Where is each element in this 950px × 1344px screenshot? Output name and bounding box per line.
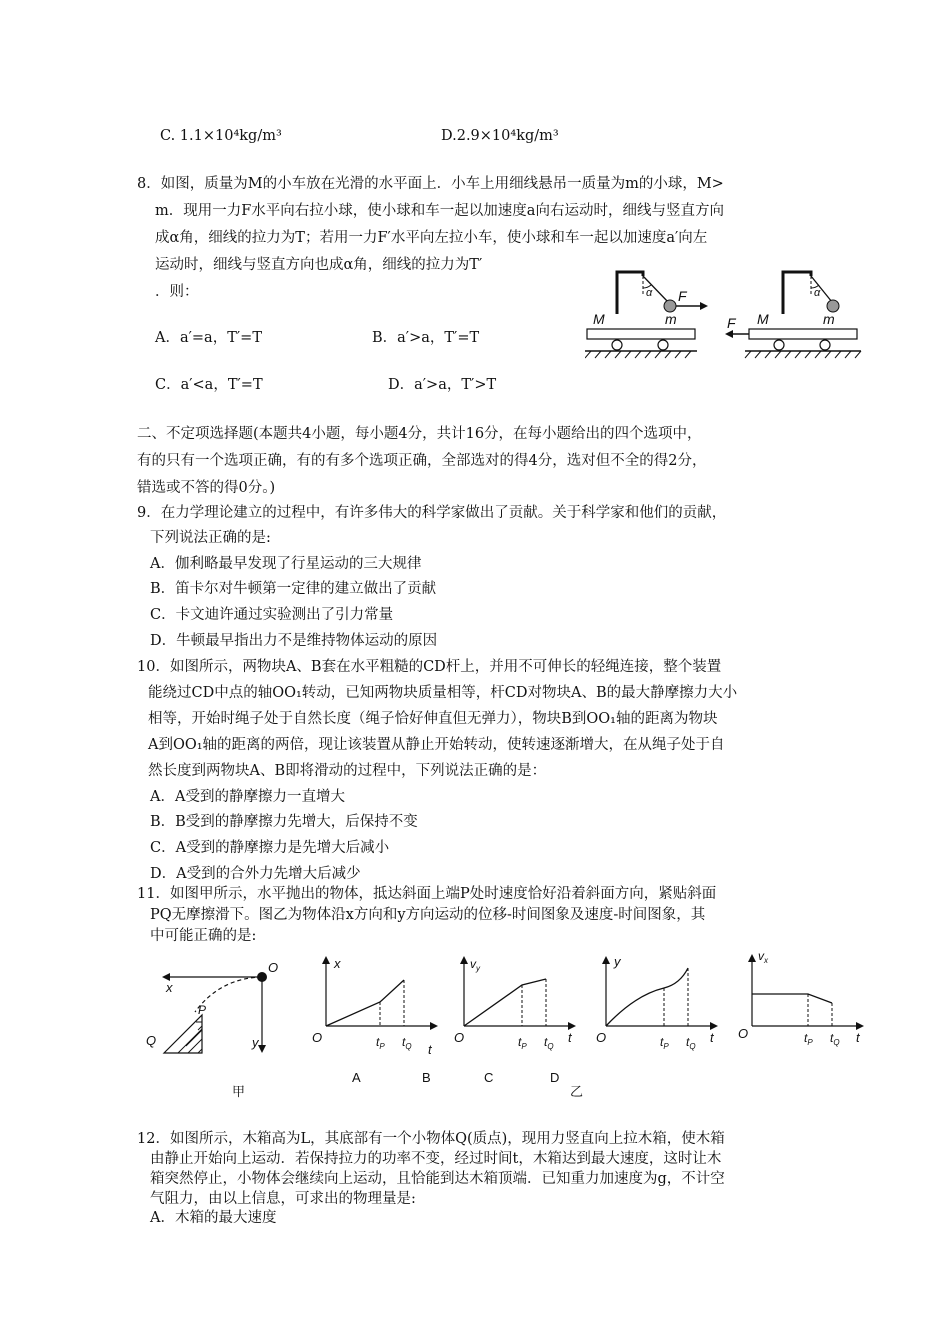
q8-ball-label-left: m [665, 311, 677, 327]
svg-text:tQ [686, 1035, 696, 1051]
svg-text:vy [470, 957, 481, 973]
q12-option-a: A．木箱的最大速度 [150, 1210, 277, 1226]
q11-yi-caption: 乙 [570, 1084, 584, 1099]
svg-text:tQ [544, 1035, 554, 1051]
svg-text:tP [518, 1035, 527, 1051]
q11-d-origin: O [738, 1026, 749, 1041]
q11-b-tp-sub: P [521, 1042, 527, 1051]
q10-line-1: 10．如图所示，两物块A、B套在水平粗糙的CD杆上，并用不可伸长的轻绳连接，整个装置 [137, 659, 722, 675]
q10-option-c: C．A受到的静摩擦力是先增大后减小 [150, 840, 390, 856]
q11-line-2: PQ无摩擦滑下。图乙为物体沿x方向和y方向运动的位移-时间图象及速度-时间图象，其 [150, 907, 706, 923]
q11-figure [140, 950, 880, 1110]
q11-d-vx: v [758, 950, 764, 963]
q11-b-tp: t [518, 1035, 522, 1049]
q11-graph-d [550, 950, 864, 1085]
q8-line-3: 成α角，细线的拉力为T；若用一力F′水平向左拉小车，使小球和车一起以加速度a′向左 [155, 230, 708, 246]
q11-jia-y-label: y [252, 1035, 259, 1050]
q10-line-5: 然长度到两物块A、B即将滑动的过程中，下列说法正确的是： [148, 763, 547, 779]
q11-d-t: t [856, 1030, 860, 1045]
q10-option-d: D．A受到的合外力先增大后减少 [150, 866, 361, 882]
q11-jia-caption: 甲 [232, 1084, 246, 1099]
q12-line-1: 12．如图所示，木箱高为L，其底部有一个小物体Q(质点)，现用力竖直向上拉木箱，使木箱 [137, 1131, 725, 1147]
q11-graph-a [312, 956, 438, 1085]
svg-text:tQ [402, 1035, 412, 1051]
q11-b-vy-sub: y [476, 964, 480, 973]
q11-a-tq-sub: Q [405, 1042, 412, 1051]
q11-c-tp-sub: P [663, 1042, 669, 1051]
q8-option-c: C．a′<a，T′=T [155, 377, 263, 393]
q11-jia-origin-label: O [268, 960, 279, 975]
q11-c-origin: O [596, 1030, 607, 1045]
q11-c-y-label: y [614, 954, 621, 969]
q8-line-5: ．则： [155, 284, 199, 300]
section2-line-2: 有的只有一个选项正确，有的有多个选项正确，全部选对的得4分，选对但不全的得2分， [137, 453, 707, 469]
svg-text:tP [804, 1031, 813, 1047]
q11-c-tp: t [660, 1035, 664, 1049]
q11-c-t: t [710, 1030, 714, 1045]
q8-cart-figure [585, 268, 870, 368]
svg-text:tP [376, 1035, 385, 1051]
q9-option-b: B．笛卡尔对牛顿第一定律的建立做出了贡献 [150, 581, 437, 597]
q11-b-origin: O [454, 1030, 465, 1045]
q11-d-tq-sub: Q [833, 1038, 840, 1047]
section2-line-3: 错选或不答的得0分。) [137, 480, 276, 496]
q8-alpha-label-left: α [646, 287, 653, 299]
q12-line-4: 气阻力，由以上信息，可求出的物理量是: [150, 1191, 416, 1207]
q11-d-tq: t [830, 1031, 834, 1045]
q8-option-d: D．a′>a，T′>T [388, 377, 497, 393]
q9-option-c: C．卡文迪许通过实验测出了引力常量 [150, 607, 394, 623]
q12-line-3: 箱突然停止，小物体会继续向上运动，且恰能到达木箱顶端．已知重力加速度为g，不计空 [150, 1171, 725, 1187]
q11-b-tq: t [544, 1035, 548, 1049]
q11-b-vy: v [470, 957, 476, 971]
q11-c-tq-sub: Q [689, 1042, 696, 1051]
svg-text:tP [660, 1035, 669, 1051]
q8-line-1: 8．如图，质量为M的小车放在光滑的水平面上．小车上用细线悬吊一质量为m的小球，M> [137, 176, 724, 192]
q10-line-4: A到OO₁轴的距离的两倍，现让该装置从静止开始转动，使转速逐渐增大，在从绳子处于自 [148, 737, 725, 753]
q8-force-label-left: F [678, 288, 687, 304]
q10-option-a: A．A受到的静摩擦力一直增大 [150, 789, 345, 805]
q11-graph-c [484, 954, 718, 1085]
q10-line-2: 能绕过CD中点的轴OO₁转动，已知两物块质量相等，杆CD对物块A、B的最大静摩擦力大小 [148, 685, 738, 701]
q8-line-4: 运动时，细线与竖直方向也成α角，细线的拉力为T′ [155, 257, 483, 273]
q11-d-tp-sub: P [807, 1038, 813, 1047]
q7-option-d: D.2.9×10⁴kg/m³ [441, 128, 559, 144]
q11-line-3: 中可能正确的是: [150, 928, 257, 944]
q11-a-tp: t [376, 1035, 380, 1049]
q11-a-t: t [428, 1042, 432, 1057]
q8-alpha-label-right: α [814, 287, 821, 299]
q8-option-a: A．a′=a，T′=T [155, 330, 262, 346]
q11-c-tq: t [686, 1035, 690, 1049]
q8-cart-label-left: M [593, 311, 605, 327]
q11-jia-q-label: Q [146, 1033, 157, 1048]
q11-d-vx-sub: x [764, 956, 768, 965]
q8-option-b: B．a′>a，T′=T [372, 330, 480, 346]
q7-option-c: C. 1.1×10⁴kg/m³ [160, 128, 282, 144]
q8-cart-label-right: M [757, 311, 769, 327]
q8-cart-left [585, 272, 708, 358]
q11-a-origin: O [312, 1030, 323, 1045]
q8-cart-right [725, 272, 861, 358]
q9-option-a: A．伽利略最早发现了行星运动的三大规律 [150, 556, 422, 572]
q11-d-caption: D [550, 1070, 560, 1085]
q11-c-caption: C [484, 1070, 494, 1085]
q11-b-t: t [568, 1030, 572, 1045]
q8-ball-label-right: m [823, 311, 835, 327]
q11-a-tq: t [402, 1035, 406, 1049]
q9-line-1: 9．在力学理论建立的过程中，有许多伟大的科学家做出了贡献。关于科学家和他们的贡献， [137, 505, 727, 521]
q11-b-tq-sub: Q [547, 1042, 554, 1051]
section2-line-1: 二、不定项选择题(本题共4小题，每小题4分，共计16分，在每小题给出的四个选项中， [137, 426, 702, 442]
q10-line-3: 相等，开始时绳子处于自然长度（绳子恰好伸直但无弹力），物块B到OO₁轴的距离为物块 [148, 711, 718, 727]
svg-text:tQ [830, 1031, 840, 1047]
q11-a-y-label: x [334, 956, 341, 971]
q9-line-2: 下列说法正确的是: [150, 530, 271, 546]
q11-a-tp-sub: P [379, 1042, 385, 1051]
q8-line-2: m．现用一力F水平向右拉小球，使小球和车一起以加速度a向右运动时，细线与竖直方向 [155, 203, 724, 219]
q12-line-2: 由静止开始向上运动．若保持拉力的功率不变，经过时间t，木箱达到最大速度，这时让木 [150, 1151, 722, 1167]
q11-a-caption: A [352, 1070, 361, 1085]
svg-text:vx [758, 950, 769, 965]
q10-option-b: B．B受到的静摩擦力先增大，后保持不变 [150, 814, 418, 830]
q11-graph-b [422, 956, 576, 1085]
q11-figure-jia [146, 960, 278, 1099]
q11-jia-p-label: P [198, 1003, 207, 1017]
q9-option-d: D．牛顿最早指出力不是维持物体运动的原因 [150, 633, 438, 649]
q8-force-label-right: F [727, 315, 736, 331]
q11-b-caption: B [422, 1070, 431, 1085]
q11-line-1: 11．如图甲所示，水平抛出的物体，抵达斜面上端P处时速度恰好沿着斜面方向，紧贴斜面 [137, 886, 717, 902]
q11-jia-x-label: x [166, 980, 173, 995]
q11-d-tp: t [804, 1031, 808, 1045]
